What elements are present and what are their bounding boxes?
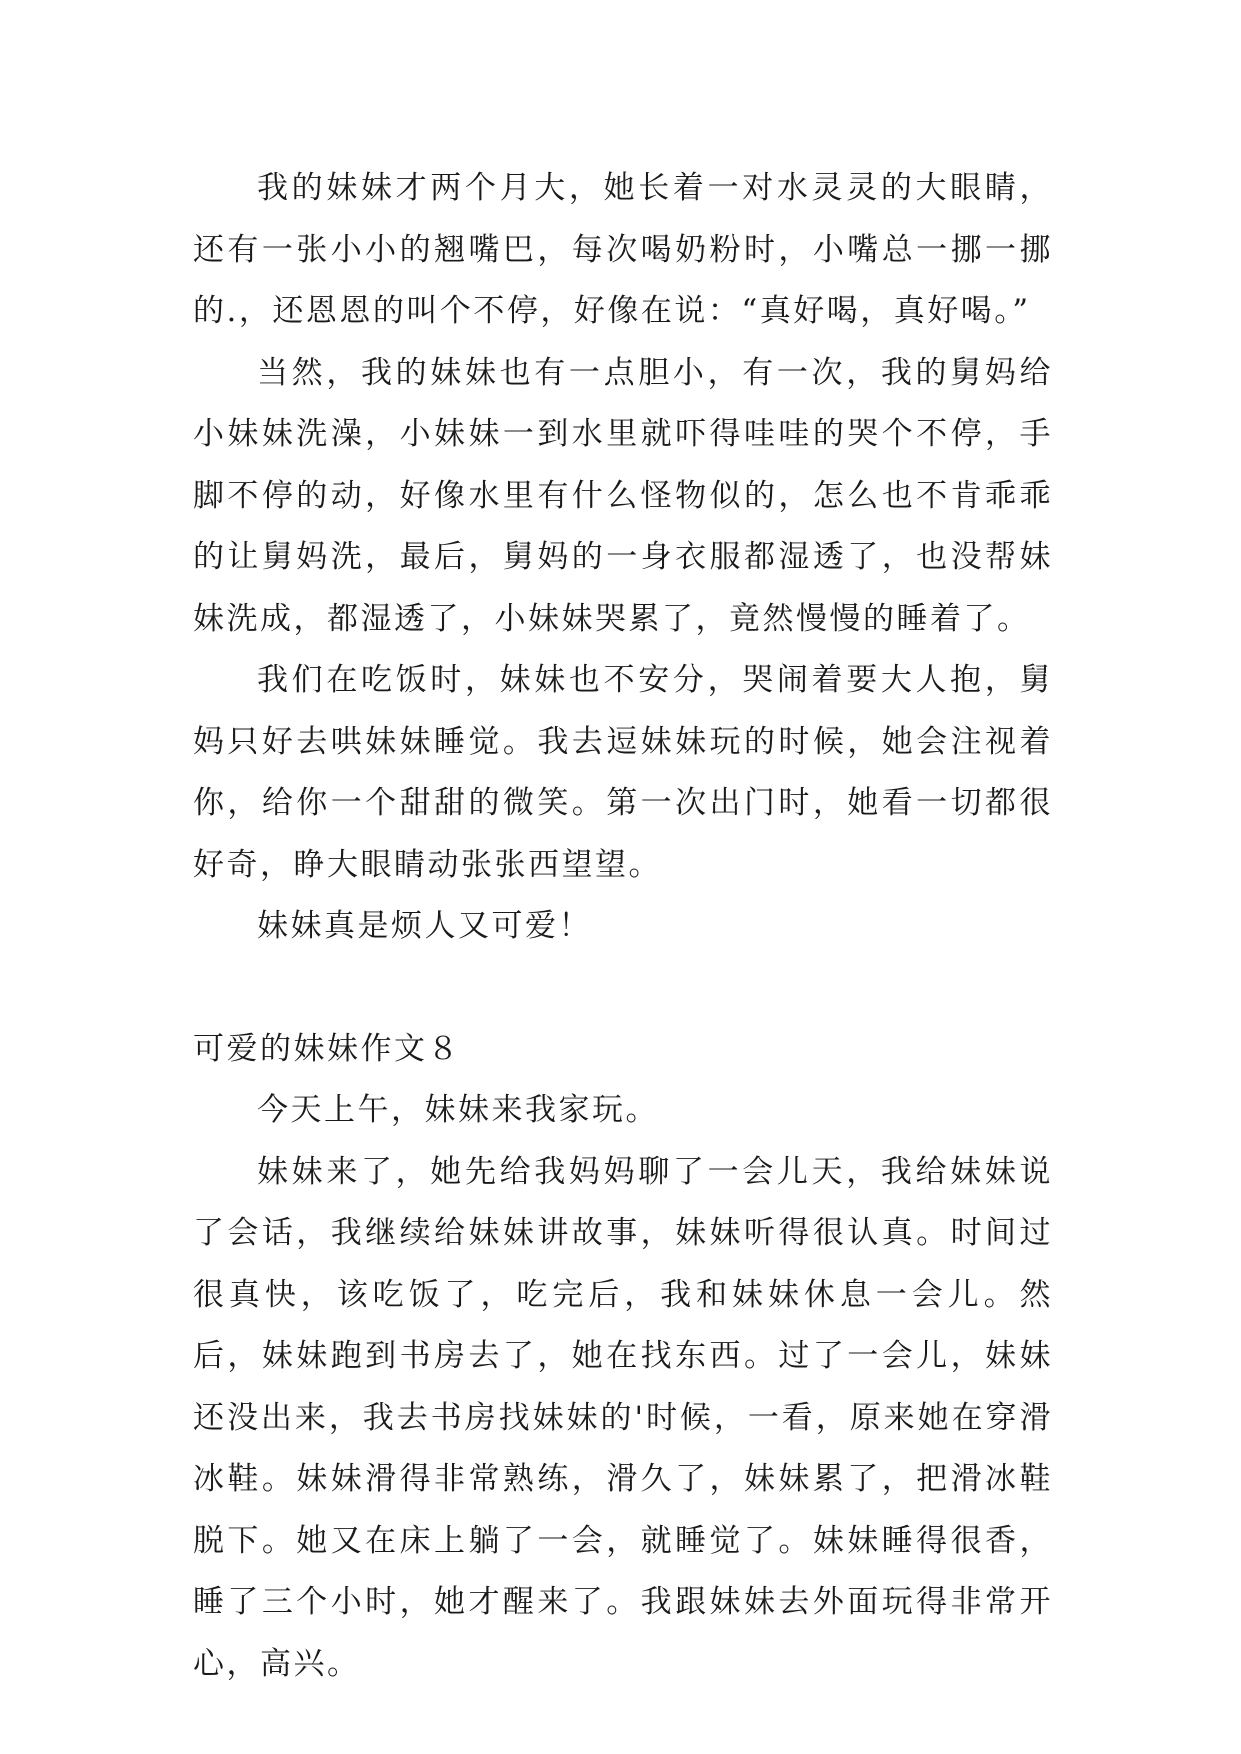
section-spacer [193, 958, 1053, 1019]
paragraph: 当然，我的妹妹也有一点胆小，有一次，我的舅妈给小妹妹洗澡，小妹妹一到水里就吓得哇哇的哭个不停，手脚不停的动，好像水里有什么怪物似的，怎么也不肯乖乖的让舅妈洗，最后，舅妈的一身衣服都湿透了，也没帮妹妹洗成，都湿透了，小妹妹哭累了，竟然慢慢的睡着了。 [193, 354, 1053, 637]
paragraph: 妹妹来了，她先给我妈妈聊了一会儿天，我给妹妹说了会话，我继续给妹妹讲故事，妹妹听得很认真。时间过很真快，该吃饭了，吃完后，我和妹妹休息一会儿。然后，妹妹跑到书房去了，她在找东西。过了一会儿，妹妹还没出来，我去书房找妹妹的'时候，一看，原来她在穿滑冰鞋。妹妹滑得非常熟练，滑久了，妹妹累了，把滑冰鞋脱下。她又在床上躺了一会，就睡觉了。妹妹睡得很香，睡了三个小时，她才醒来了。我跟妹妹去外面玩得非常开心，高兴。 [193, 1153, 1053, 1682]
paragraph: 我的妹妹才两个月大，她长着一对水灵灵的大眼睛，还有一张小小的翘嘴巴，每次喝奶粉时，小嘴总一挪一挪的.，还恩恩的叫个不停，好像在说：“真好喝，真好喝。” [193, 170, 1053, 329]
section-title: 可爱的妹妹作文８ [193, 1030, 461, 1067]
document-body [193, 158, 1053, 1695]
paragraph: 妹妹真是烦人又可爱！ [257, 908, 592, 944]
paragraph: 今天上午，妹妹来我家玩。 [257, 1092, 659, 1128]
paragraph: 我们在吃饭时，妹妹也不安分，哭闹着要大人抱，舅妈只好去哄妹妹睡觉。我去逗妹妹玩的时候，她会注视着你，给你一个甜甜的微笑。第一次出门时，她看一切都很好奇，睁大眼睛动张张西望望。 [193, 662, 1053, 883]
